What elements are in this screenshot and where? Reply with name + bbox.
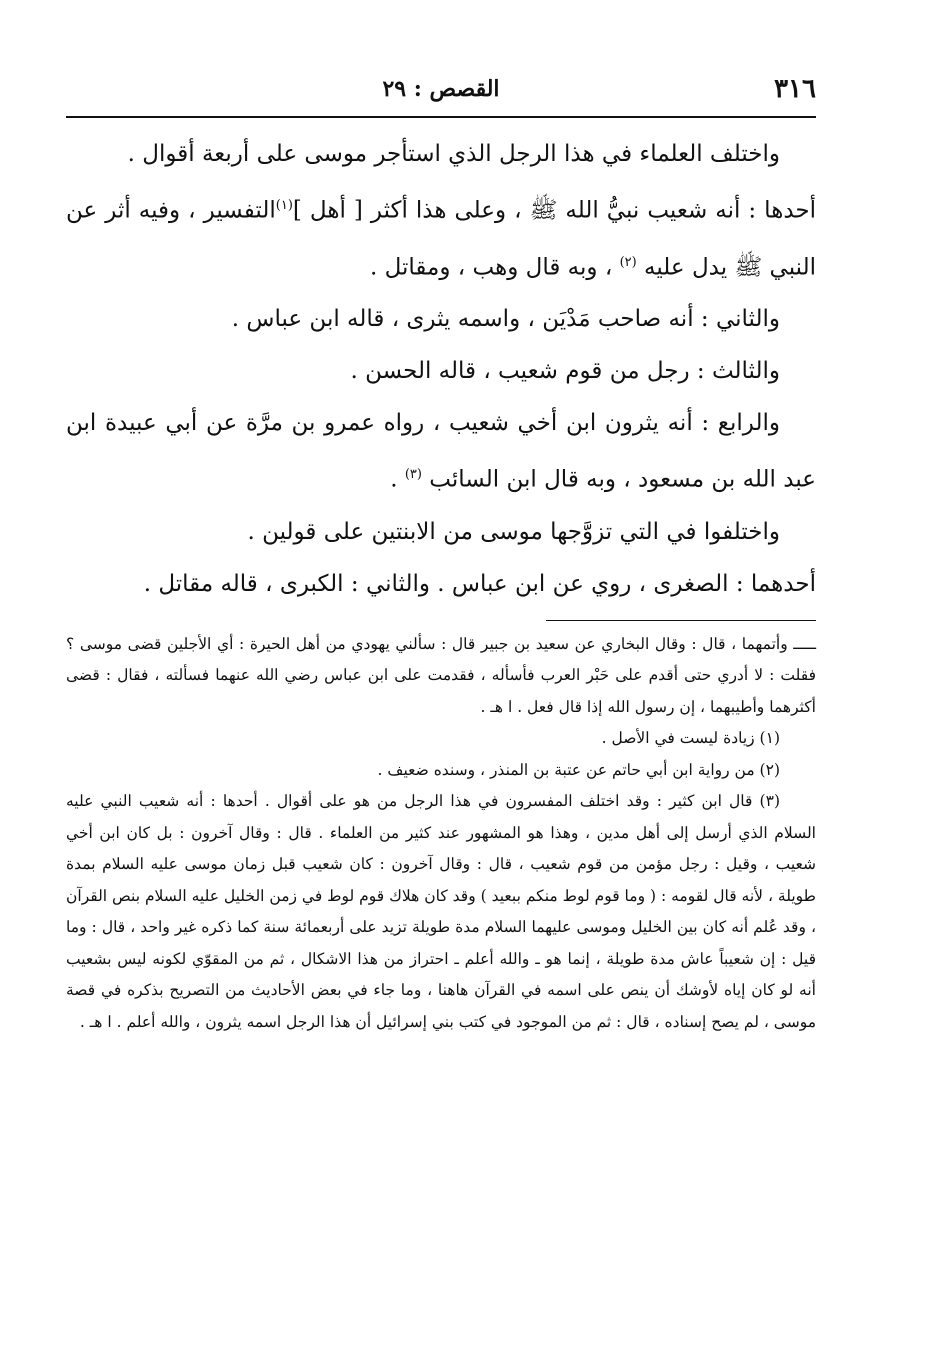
first-opinion-text-a: أحدها : أنه شعيب نبيُّ الله ﷺ ، وعلى هذا أكثر [ أهل ] (292, 197, 816, 224)
married-intro-paragraph: واختلفوا في التي تزوَّجها موسى من الابنتين على قولين . (247, 518, 780, 545)
married-opinions-paragraph: أحدهما : الصغرى ، روي عن ابن عباس . والثاني : الكبرى ، قاله مقاتل . (143, 570, 816, 597)
page-header (66, 70, 816, 118)
intro-paragraph: واختلف العلماء في هذا الرجل الذي استأجر موسى على أربعة أقوال . (127, 141, 780, 167)
footnote-separator (546, 620, 816, 621)
first-opinion-paragraph (66, 180, 816, 293)
footnote-1: (١) زيادة ليست في الأصل . (601, 729, 780, 748)
footnotes (66, 629, 816, 1039)
footnote-2: (٢) من رواية ابن أبي حاتم عن عتبة بن المنذر ، وسنده ضعيف . (377, 760, 780, 779)
fourth-opinion-end: . (390, 466, 398, 493)
footnote-ref-2: (٢) (619, 254, 637, 270)
fourth-opinion-paragraph (66, 397, 816, 506)
footnote-ref-1: (١) (275, 198, 293, 213)
footnote-continuation: ـــــ وأتمهما ، قال : وقال البخاري عن سعيد بن جبير قال : سألني يهودي من أهل الحيرة : أي الأجلين قضى موسى ؟ فقلت : لا أدري حتى أقدم على حَبْر العرب فأسأله ، فقدمت على ابن عباس رضي الله عنهما فسألته ، فقال : قضى أكثرهما وأطيبهما ، إن رسول الله إذا قال فعل . ا هـ . (66, 634, 816, 716)
footnote-ref-3: (٣) (404, 467, 422, 483)
third-opinion-paragraph: والثالث : رجل من قوم شعيب ، قاله الحسن . (350, 358, 780, 385)
book-page (66, 70, 816, 1038)
fourth-opinion-text: والرابع : أنه يثرون ابن أخي شعيب ، رواه عمرو بن مرَّة عن أبي عبيدة ابن عبد الله بن مسعود ، وبه قال ابن السائب (66, 410, 816, 493)
running-title: القصص : ٢٩ (382, 76, 500, 102)
second-opinion-paragraph: والثاني : أنه صاحب مَدْيَن ، واسمه يثرى ، قاله ابن عباس . (231, 306, 780, 333)
first-opinion-text-b: التفسير ، وفيه أثر عن النبي ﷺ يدل عليه (66, 197, 816, 281)
footnote-3: (٣) قال ابن كثير : وقد اختلف المفسرون في هذا الرجل من هو على أقوال . أحدها : أنه شعيب النبي عليه السلام الذي أرسل إلى أهل مدين ، وهذا هو المشهور عند كثير من العلماء . قال : وقال آخرون : بل كان ابن أخي شعيب ، وقيل : رجل مؤمن من قوم شعيب ، قال : وقال آخرون : كان شعيب قبل زمان موسى عليه السلام بمدة طويلة ، لأنه قال لقومه : ( وما قوم لوط منكم ببعيد ) وقد كان هلاك قوم لوط في زمن الخليل عليه السلام بنص القرآن ، وقد عُلم أنه كان بين الخليل وموسى عليهما السلام مدة طويلة تزيد على أربعمائة سنة كما ذكره غير واحد ، قال : وما قيل : إن شعيباً عاش مدة طويلة ، إنما هو ـ والله أعلم ـ احتراز من هذا الاشكال ، ثم من المقوّي لكونه ليس بشعيب أنه لو كان إياه لأوشك أن ينص على اسمه في القرآن هاهنا ، وما جاء في بعض الأحاديث من التصريح بذكره في قصة موسى ، لم يصح إسناده ، قال : ثم من الموجود في كتب بني إسرائيل أن هذا الرجل اسمه يثرون ، والله أعلم . ا هـ . (66, 792, 816, 1031)
first-opinion-text-c: ، وبه قال وهب ، ومقاتل . (369, 254, 613, 281)
main-text (66, 128, 816, 610)
page-number: ٣١٦ (774, 74, 816, 104)
